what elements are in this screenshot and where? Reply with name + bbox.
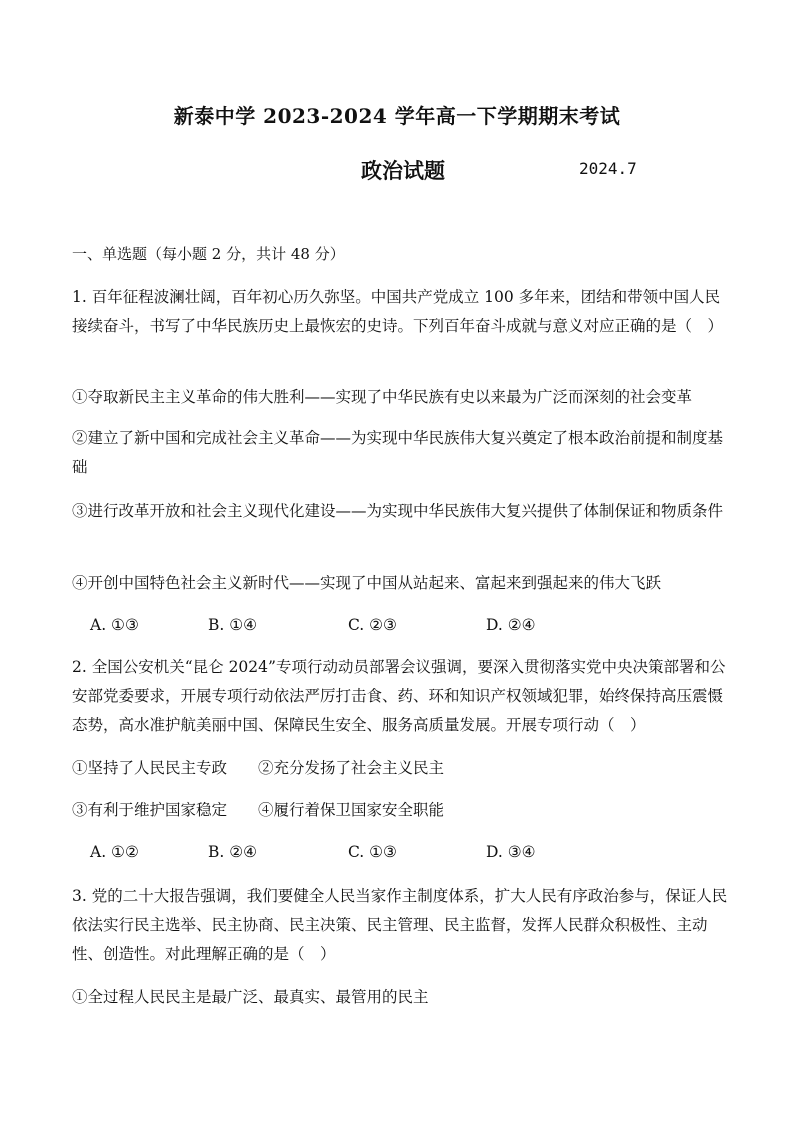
question-2-stem: 2. 全国公安机关“昆仑 2024”专项行动动员部署会议强调，要深入贯彻落实党中央决策部署和公安部党委要求，开展专项行动依法严厉打击食、药、环和知识产权领域犯罪，始终保持高压震慑态势，高水准护航美丽中国、保障民生安全、服务高质量发展。开展专项行动（ ） (72, 658, 726, 734)
question-3-stem: 3. 党的二十大报告强调，我们要健全人民当家作主制度体系，扩大人民有序政治参与，保证人民依法实行民主选举、民主协商、民主决策、民主管理、民主监督，发挥人民群众积极性、主动性、创造性。对此理解正确的是（ ） (72, 887, 728, 963)
exam-date: 2024.7 (579, 159, 637, 178)
section-heading: 一、单选题（每小题 2 分，共计 48 分） (72, 245, 345, 263)
question-2-statements-row-2: ③有利于维护国家稳定 ④履行着保卫国家安全职能 (72, 801, 445, 819)
question-1-stem: 1. 百年征程波澜壮阔，百年初心历久弥坚。中国共产党成立 100 多年来，团结和带领中国人民接续奋斗，书写了中华民族历史上最恢宏的史诗。下列百年奋斗成就与意义对应正确的是（ ） (72, 288, 724, 335)
choice-a: A. ①③ (90, 616, 139, 634)
question-2-statements-row-1: ①坚持了人民民主专政 ②充分发扬了社会主义民主 (72, 759, 445, 777)
choice-c: C. ②③ (348, 616, 397, 634)
question-1-statement-4: ④开创中国特色社会主义新时代——实现了中国从站起来、富起来到强起来的伟大飞跃 (72, 574, 662, 592)
choice-d: D. ③④ (486, 843, 536, 861)
exam-title: 新泰中学 2023-2024 学年高一下学期期末考试 (173, 104, 621, 128)
choice-c: C. ①③ (348, 843, 397, 861)
question-3-statement-1: ①全过程人民民主是最广泛、最真实、最管用的民主 (72, 988, 429, 1006)
choice-b: B. ①④ (208, 616, 258, 634)
choice-d: D. ②④ (486, 616, 536, 634)
choice-a: A. ①② (90, 843, 139, 861)
choice-b: B. ②④ (208, 843, 258, 861)
subtitle-row (0, 155, 794, 185)
exam-subject: 政治试题 (361, 158, 445, 183)
question-1-statement-3: ③进行改革开放和社会主义现代化建设——为实现中华民族伟大复兴提供了体制保证和物质条件 (72, 502, 724, 520)
question-1-statement-1: ①夺取新民主主义革命的伟大胜利——实现了中华民族有史以来最为广泛而深刻的社会变革 (72, 388, 693, 406)
question-1-statement-2: ②建立了新中国和完成社会主义革命——为实现中华民族伟大复兴奠定了根本政治前提和制度基础 (72, 429, 724, 476)
